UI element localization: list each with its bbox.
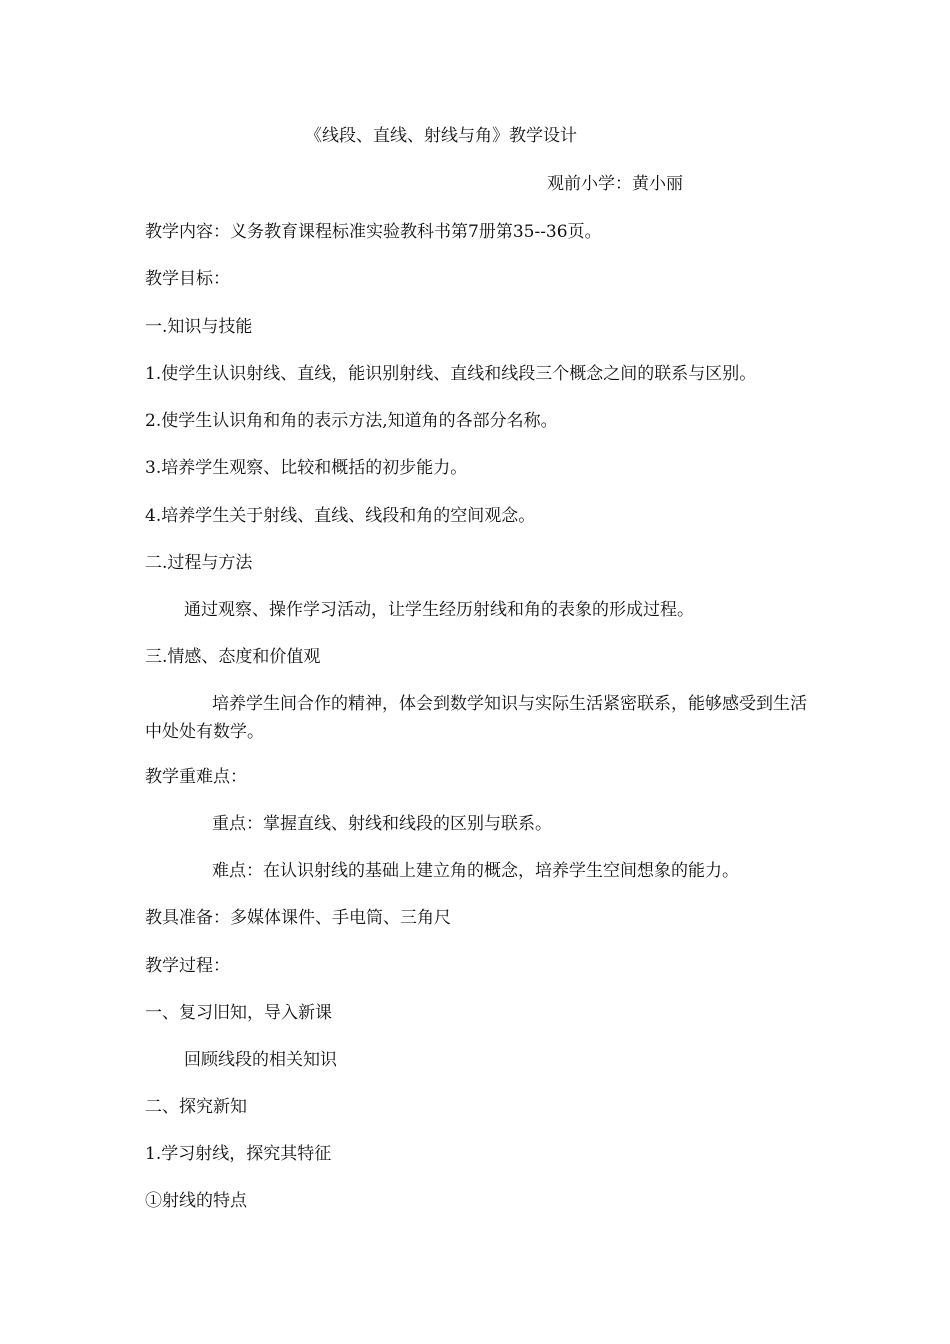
- section-explore-new: 二、探究新知: [145, 1097, 247, 1117]
- heading-teaching-process: 教学过程：: [145, 956, 230, 976]
- heading-teaching-goals: 教学目标：: [145, 269, 230, 289]
- difficult-point-text: 难点：在认识射线的基础上建立角的概念，培养学生空间想象的能力。: [212, 861, 739, 881]
- author-line: 观前小学：黄小丽: [547, 174, 683, 194]
- goal-item-4: 4.培养学生关于射线、直线、线段和角的空间观念。: [145, 506, 536, 526]
- subsection-learn-rays: 1.学习射线，探究其特征: [145, 1144, 332, 1164]
- goal-item-1: 1.使学生认识射线、直线，能识别射线、直线和线段三个概念之间的联系与区别。: [145, 364, 757, 384]
- emotion-values-paragraph: 培养学生间合作的精神，体会到数学知识与实际生活紧密联系，能够感受到生活中处处有数学。: [145, 694, 807, 742]
- heading-knowledge-skills: 一.知识与技能: [145, 317, 253, 337]
- heading-emotion-values: 三.情感、态度和价值观: [145, 647, 321, 667]
- process-methods-text: 通过观察、操作学习活动，让学生经历射线和角的表象的形成过程。: [184, 600, 694, 620]
- heading-process-methods: 二.过程与方法: [145, 553, 253, 573]
- ray-features-item: ①射线的特点: [145, 1191, 247, 1211]
- content-line-teaching-content: 教学内容：义务教育课程标准实验教科书第7册第35--36页。: [145, 222, 602, 242]
- document-title: 《线段、直线、射线与角》教学设计: [305, 126, 577, 146]
- teaching-aids-line: 教具准备：多媒体课件、手电筒、三角尺: [145, 908, 451, 928]
- goal-item-3: 3.培养学生观察、比较和概括的初步能力。: [145, 458, 468, 478]
- review-text: 回顾线段的相关知识: [184, 1050, 337, 1070]
- goal-item-2: 2.使学生认识角和角的表示方法,知道角的各部分名称。: [145, 411, 558, 431]
- key-point-text: 重点：掌握直线、射线和线段的区别与联系。: [212, 814, 552, 834]
- heading-key-difficult-points: 教学重难点：: [145, 767, 247, 787]
- section-review-intro: 一、复习旧知，导入新课: [145, 1003, 332, 1023]
